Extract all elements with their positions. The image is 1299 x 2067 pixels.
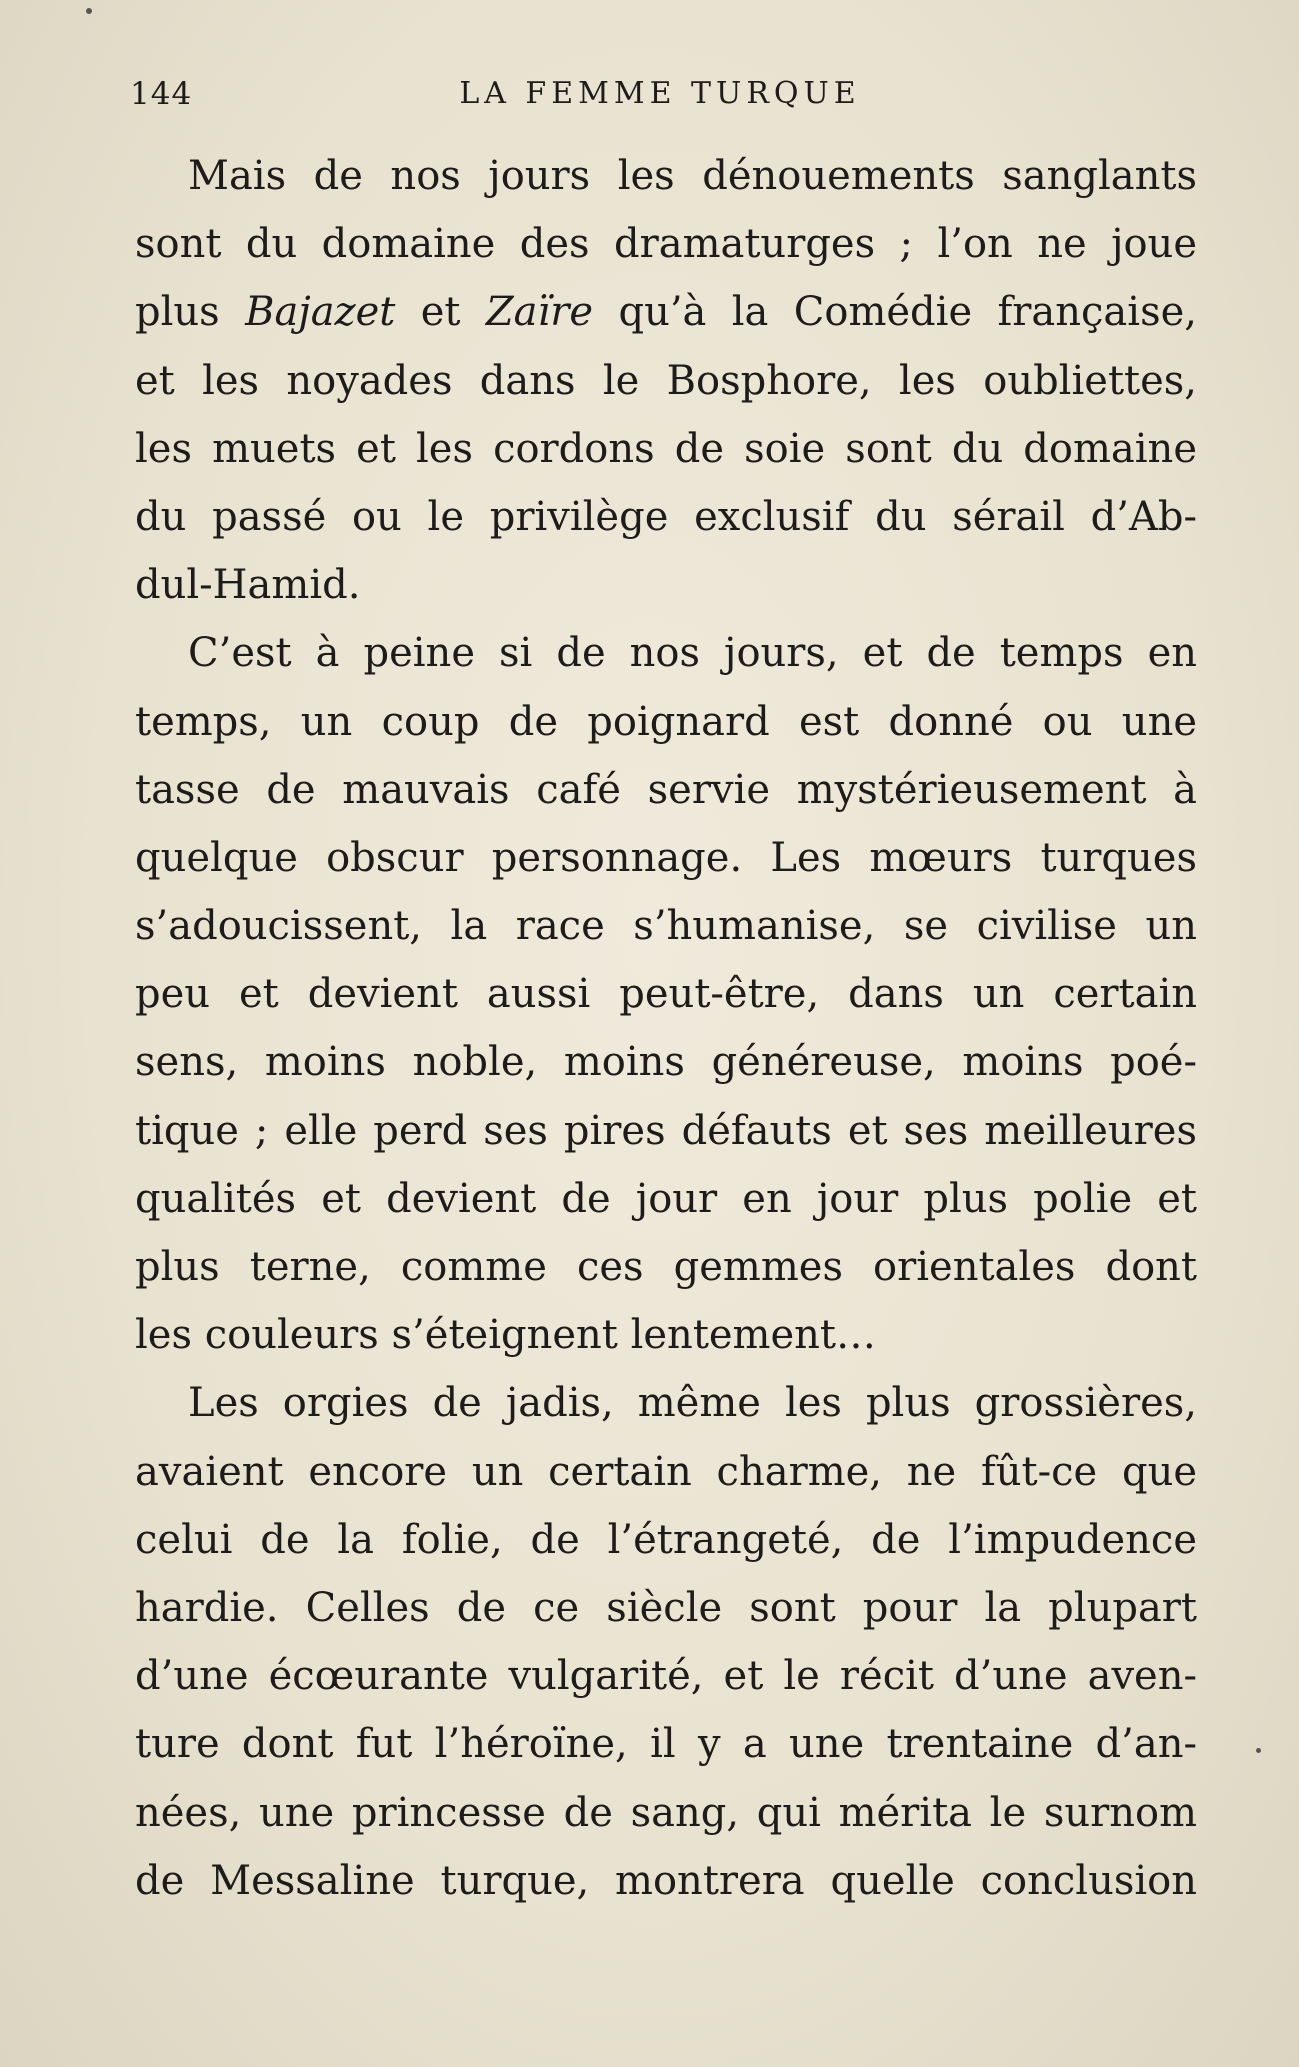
print-speck — [1256, 1748, 1261, 1753]
text-line: ture dont fut l’héroïne, il y a une trentaine d’an- — [135, 1721, 1197, 1768]
text-line: celui de la folie, de l’étrangeté, de l’impudence — [135, 1516, 1197, 1563]
text-line: sens, moins noble, moins généreuse, moins poé- — [135, 1039, 1197, 1086]
text-line: les muets et les cordons de soie sont du domaine — [135, 425, 1197, 472]
text-line: s’adoucissent, la race s’humanise, se civilise un — [135, 903, 1197, 950]
italic-title: Zaïre — [485, 289, 594, 336]
body-text — [135, 142, 1197, 1915]
text-line: et les noyades dans le Bosphore, les oubliettes, — [135, 357, 1197, 404]
text-line: avaient encore un certain charme, ne fût-ce que — [135, 1448, 1197, 1495]
text-line: Mais de nos jours les dénouements sanglants — [188, 153, 1197, 199]
page-number: 144 — [130, 76, 193, 112]
running-title: LA FEMME TURQUE — [459, 76, 861, 111]
text-line: tasse de mauvais café servie mystérieusement à — [135, 766, 1197, 813]
text-line: quelque obscur personnage. Les mœurs turques — [135, 834, 1197, 881]
italic-title: Bajazet — [245, 289, 396, 336]
text-line: sont du domaine des dramaturges ; l’on ne joue — [135, 221, 1197, 268]
text-line: de Messaline turque, montrera quelle conclusion — [135, 1857, 1197, 1904]
text-line: peu et devient aussi peut-être, dans un certain — [135, 971, 1197, 1018]
text-line: les couleurs s’éteignent lentement… — [135, 1312, 876, 1359]
page-header — [130, 68, 1130, 118]
text-line: hardie. Celles de ce siècle sont pour la plupart — [135, 1584, 1197, 1631]
paragraph — [135, 1369, 1197, 1915]
text-line: plus terne, comme ces gemmes orientales dont — [135, 1244, 1197, 1290]
paragraph — [135, 619, 1197, 1369]
text-line: temps, un coup de poignard est donné ou une — [135, 698, 1197, 745]
text-line: tique ; elle perd ses pires défauts et ses meilleures — [135, 1107, 1197, 1154]
text-line: nées, une princesse de sang, qui mérita le surnom — [135, 1789, 1197, 1836]
text-line: qualités et devient de jour en jour plus polie et — [135, 1175, 1197, 1222]
text-line: plus Bajazet et Zaïre qu’à la Comédie française, — [135, 289, 1197, 336]
text-line: dul-Hamid. — [135, 562, 361, 609]
print-speck — [86, 8, 92, 14]
paragraph — [135, 142, 1197, 619]
text-line: d’une écœurante vulgarité, et le récit d’une aven- — [135, 1653, 1197, 1700]
text-line: Les orgies de jadis, même les plus grossières, — [188, 1380, 1197, 1427]
text-line: C’est à peine si de nos jours, et de temps en — [188, 630, 1197, 677]
text-line: du passé ou le privilège exclusif du sérail d’Ab- — [135, 493, 1197, 540]
